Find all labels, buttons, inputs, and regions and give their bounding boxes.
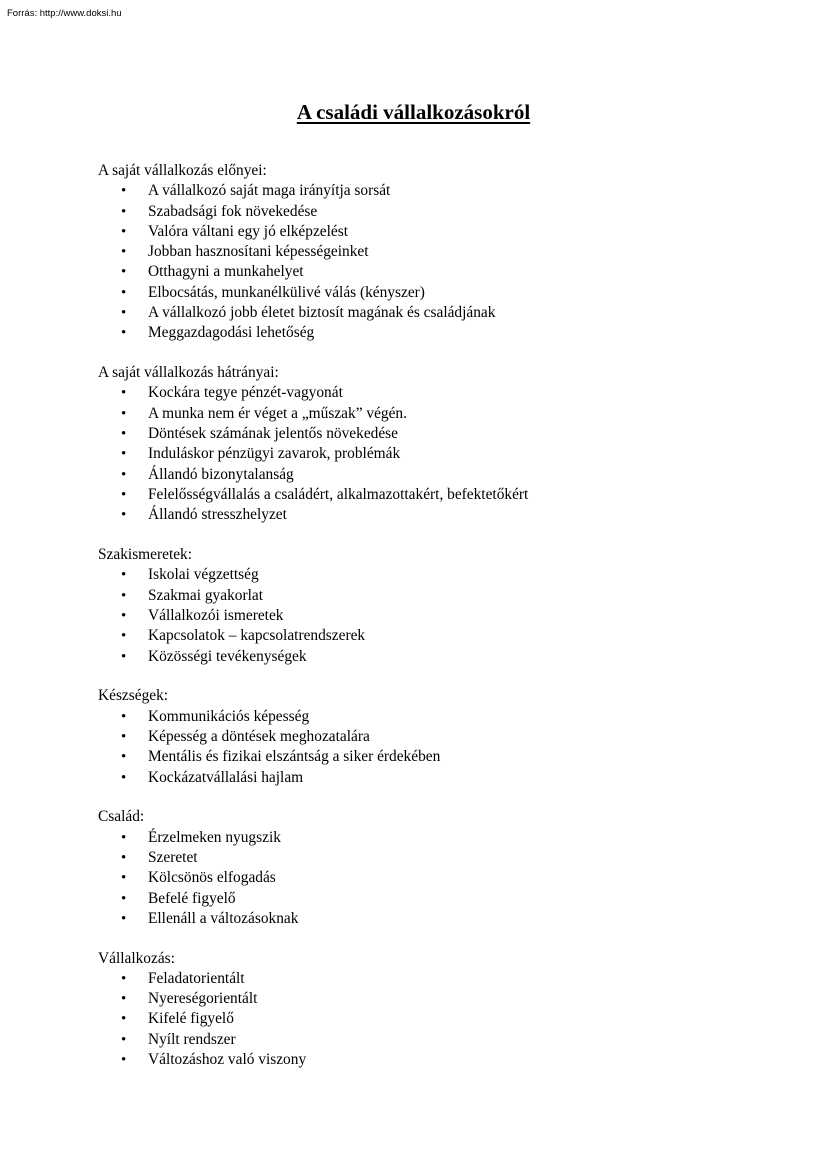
source-note: Forrás: http://www.doksi.hu xyxy=(7,8,122,19)
document-title: A családi vállalkozásokról xyxy=(296,100,531,124)
bullet-icon: • xyxy=(121,849,127,866)
list-item-text: A vállalkozó saját maga irányítja sorsát xyxy=(148,182,391,200)
bullet-icon: • xyxy=(121,870,127,887)
list-item xyxy=(98,222,798,242)
bullet-icon: • xyxy=(121,325,127,342)
document-body xyxy=(98,161,798,1090)
bullet-icon: • xyxy=(121,567,127,584)
list-item xyxy=(98,242,798,262)
list-item-text: Döntések számának jelentős növekedése xyxy=(148,425,399,443)
bullet-icon: • xyxy=(121,264,127,281)
bullet-icon: • xyxy=(121,284,127,301)
section-heading: Szakismeretek: xyxy=(98,546,193,564)
section-disadvantages xyxy=(98,363,798,525)
list-item xyxy=(98,586,798,606)
list-item xyxy=(98,868,798,888)
list-item-text: Szakmai gyakorlat xyxy=(148,586,263,604)
list-item xyxy=(98,647,798,667)
list-item xyxy=(98,626,798,646)
list-item xyxy=(98,444,798,464)
list-item xyxy=(98,606,798,626)
bullet-list xyxy=(98,969,798,1070)
list-item-text: Vállalkozói ismeretek xyxy=(148,606,284,624)
list-item xyxy=(98,181,798,201)
list-item-text: Nyereségorientált xyxy=(148,990,258,1008)
list-item xyxy=(98,465,798,485)
list-item-text: Kifelé figyelő xyxy=(148,1010,234,1028)
list-item-text: Meggazdagodási lehetőség xyxy=(148,324,315,342)
bullet-icon: • xyxy=(121,749,127,766)
bullet-icon: • xyxy=(121,970,127,987)
bullet-icon: • xyxy=(121,829,127,846)
section-heading: A saját vállalkozás hátrányai: xyxy=(98,364,279,382)
list-item xyxy=(98,727,798,747)
bullet-icon: • xyxy=(121,426,127,443)
list-item-text: Felelősségvállalás a családért, alkalmazottakért, befektetőkért xyxy=(148,485,529,503)
bullet-icon: • xyxy=(121,587,127,604)
bullet-icon: • xyxy=(121,1011,127,1028)
bullet-icon: • xyxy=(121,466,127,483)
list-item-text: Induláskor pénzügyi zavarok, problémák xyxy=(148,445,401,463)
list-item xyxy=(98,383,798,403)
bullet-icon: • xyxy=(121,1031,127,1048)
list-item-text: Közösségi tevékenységek xyxy=(148,647,307,665)
bullet-list xyxy=(98,707,798,788)
list-item xyxy=(98,202,798,222)
section-heading: Család: xyxy=(98,808,145,826)
list-item xyxy=(98,848,798,868)
section-heading: Vállalkozás: xyxy=(98,949,175,967)
list-item-text: Szeretet xyxy=(148,848,198,866)
list-item xyxy=(98,1030,798,1050)
list-item-text: Ellenáll a változásoknak xyxy=(148,909,299,927)
list-item-text: Változáshoz való viszony xyxy=(148,1051,307,1069)
section-expertise xyxy=(98,545,798,667)
list-item-text: Nyílt rendszer xyxy=(148,1030,236,1048)
section-family xyxy=(98,807,798,929)
bullet-icon: • xyxy=(121,991,127,1008)
list-item xyxy=(98,1050,798,1070)
list-item-text: Kockázatvállalási hajlam xyxy=(148,768,304,786)
list-item xyxy=(98,283,798,303)
list-item xyxy=(98,404,798,424)
bullet-icon: • xyxy=(121,910,127,927)
bullet-icon: • xyxy=(121,607,127,624)
bullet-icon: • xyxy=(121,244,127,261)
list-item xyxy=(98,969,798,989)
list-item-text: A vállalkozó jobb életet biztosít magának és családjának xyxy=(148,304,496,322)
bullet-icon: • xyxy=(121,628,127,645)
list-item-text: Iskolai végzettség xyxy=(148,566,259,584)
list-item xyxy=(98,505,798,525)
list-item-text: Elbocsátás, munkanélkülivé válás (kényszer) xyxy=(148,283,425,301)
list-item xyxy=(98,303,798,323)
list-item xyxy=(98,262,798,282)
list-item xyxy=(98,424,798,444)
list-item-text: A munka nem ér véget a „műszak” végén. xyxy=(148,404,407,422)
list-item-text: Érzelmeken nyugszik xyxy=(148,828,281,846)
bullet-list xyxy=(98,383,798,525)
bullet-icon: • xyxy=(121,385,127,402)
bullet-icon: • xyxy=(121,769,127,786)
list-item-text: Jobban hasznosítani képességeinket xyxy=(148,243,369,261)
list-item-text: Otthagyni a munkahelyet xyxy=(148,263,304,281)
list-item xyxy=(98,889,798,909)
list-item xyxy=(98,323,798,343)
bullet-icon: • xyxy=(121,1052,127,1069)
bullet-icon: • xyxy=(121,728,127,745)
list-item-text: Mentális és fizikai elszántság a siker érdekében xyxy=(148,748,441,766)
bullet-icon: • xyxy=(121,305,127,322)
list-item-text: Feladatorientált xyxy=(148,969,245,987)
bullet-icon: • xyxy=(121,648,127,665)
section-business xyxy=(98,949,798,1071)
bullet-list xyxy=(98,565,798,666)
list-item-text: Kölcsönös elfogadás xyxy=(148,869,276,887)
bullet-list xyxy=(98,181,798,343)
bullet-icon: • xyxy=(121,183,127,200)
list-item xyxy=(98,828,798,848)
list-item-text: Szabadsági fok növekedése xyxy=(148,202,318,220)
bullet-icon: • xyxy=(121,708,127,725)
list-item-text: Valóra váltani egy jó elképzelést xyxy=(148,222,348,240)
section-heading: Készségek: xyxy=(98,687,169,705)
list-item-text: Állandó bizonytalanság xyxy=(148,465,294,483)
bullet-icon: • xyxy=(121,446,127,463)
list-item-text: Képesség a döntések meghozatalára xyxy=(148,727,370,745)
list-item-text: Állandó stresszhelyzet xyxy=(148,506,287,524)
list-item xyxy=(98,909,798,929)
section-advantages xyxy=(98,161,798,344)
list-item xyxy=(98,747,798,767)
bullet-list xyxy=(98,828,798,929)
bullet-icon: • xyxy=(121,890,127,907)
list-item xyxy=(98,707,798,727)
bullet-icon: • xyxy=(121,203,127,220)
list-item xyxy=(98,1009,798,1029)
section-skills xyxy=(98,686,798,787)
section-heading: A saját vállalkozás előnyei: xyxy=(98,162,267,179)
bullet-icon: • xyxy=(121,507,127,524)
list-item xyxy=(98,768,798,788)
list-item-text: Befelé figyelő xyxy=(148,889,236,907)
list-item xyxy=(98,565,798,585)
bullet-icon: • xyxy=(121,405,127,422)
list-item-text: Kapcsolatok – kapcsolatrendszerek xyxy=(148,627,366,645)
list-item-text: Kockára tegye pénzét-vagyonát xyxy=(148,384,343,402)
bullet-icon: • xyxy=(121,486,127,503)
list-item-text: Kommunikációs képesség xyxy=(148,707,310,725)
list-item xyxy=(98,989,798,1009)
bullet-icon: • xyxy=(121,223,127,240)
list-item xyxy=(98,485,798,505)
